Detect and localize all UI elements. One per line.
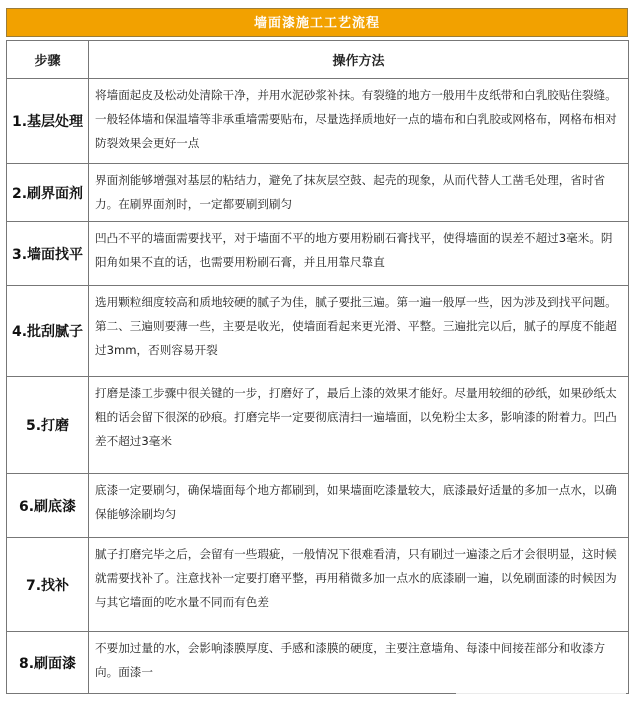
table-row (7, 164, 629, 222)
step-label: 5.打磨 (7, 377, 89, 474)
step-description: 选用颗粒细度较高和质地较硬的腻子为佳，腻子要批三遍。第一遍一般厚一些，因为涉及到找平问题。第二、三遍则要薄一些，主要是收光，使墙面看起来更光滑、平整。三遍批完以后，腻子的厚度不能超过3mm，否则容易开裂 (89, 286, 629, 377)
header-row (7, 41, 629, 79)
page-title: 墙面漆施工工艺流程 (6, 8, 628, 37)
table-row (7, 377, 629, 474)
step-label: 8.刷面漆 (7, 632, 89, 694)
step-label: 7.找补 (7, 538, 89, 632)
step-description: 凹凸不平的墙面需要找平，对于墙面不平的地方要用粉刷石膏找平，使得墙面的误差不超过3毫米。阴阳角如果不直的话，也需要用粉刷石膏，并且用靠尺靠直 (89, 222, 629, 286)
table-row (7, 474, 629, 538)
step-description: 不要加过量的水，会影响漆膜厚度、手感和漆膜的硬度，主要注意墙角、每漆中间接茬部分和收漆方向。面漆一 (89, 632, 629, 694)
column-header-method: 操作方法 (89, 41, 629, 79)
step-label: 4.批刮腻子 (7, 286, 89, 377)
step-label: 2.刷界面剂 (7, 164, 89, 222)
step-description: 将墙面起皮及松动处清除干净，并用水泥砂浆补抹。有裂缝的地方一般用牛皮纸带和白乳胶贴住裂缝。一般轻体墙和保温墙等非承重墙需要贴布，尽量选择质地好一点的墙布和白乳胶或网格布，网格布相对防裂效果会更好一点 (89, 79, 629, 164)
step-description: 打磨是漆工步骤中很关键的一步，打磨好了，最后上漆的效果才能好。尽量用较细的砂纸，如果砂纸太粗的话会留下很深的砂痕。打磨完毕一定要彻底清扫一遍墙面，以免粉尘太多，影响漆的附着力。凹凸差不超过3毫米 (89, 377, 629, 474)
step-description: 腻子打磨完毕之后，会留有一些瑕疵，一般情况下很难看清，只有刷过一遍漆之后才会很明显，这时候就需要找补了。注意找补一定要打磨平整，再用稍微多加一点水的底漆刷一遍，以免刷面漆的时候因为与其它墙面的吃水量不同而有色差 (89, 538, 629, 632)
table-row (7, 79, 629, 164)
step-description: 界面剂能够增强对基层的粘结力，避免了抹灰层空鼓、起壳的现象，从而代替人工凿毛处理，省时省力。在刷界面剂时，一定都要刷到刷匀 (89, 164, 629, 222)
step-label: 6.刷底漆 (7, 474, 89, 538)
table-row (7, 286, 629, 377)
watermark-overlay (456, 677, 626, 707)
step-label: 3.墙面找平 (7, 222, 89, 286)
step-label: 1.基层处理 (7, 79, 89, 164)
step-description: 底漆一定要刷匀，确保墙面每个地方都刷到，如果墙面吃漆量较大，底漆最好适量的多加一点水，以确保能够涂刷均匀 (89, 474, 629, 538)
table-row (7, 222, 629, 286)
process-table (6, 40, 629, 694)
column-header-step: 步骤 (7, 41, 89, 79)
table-row (7, 538, 629, 632)
